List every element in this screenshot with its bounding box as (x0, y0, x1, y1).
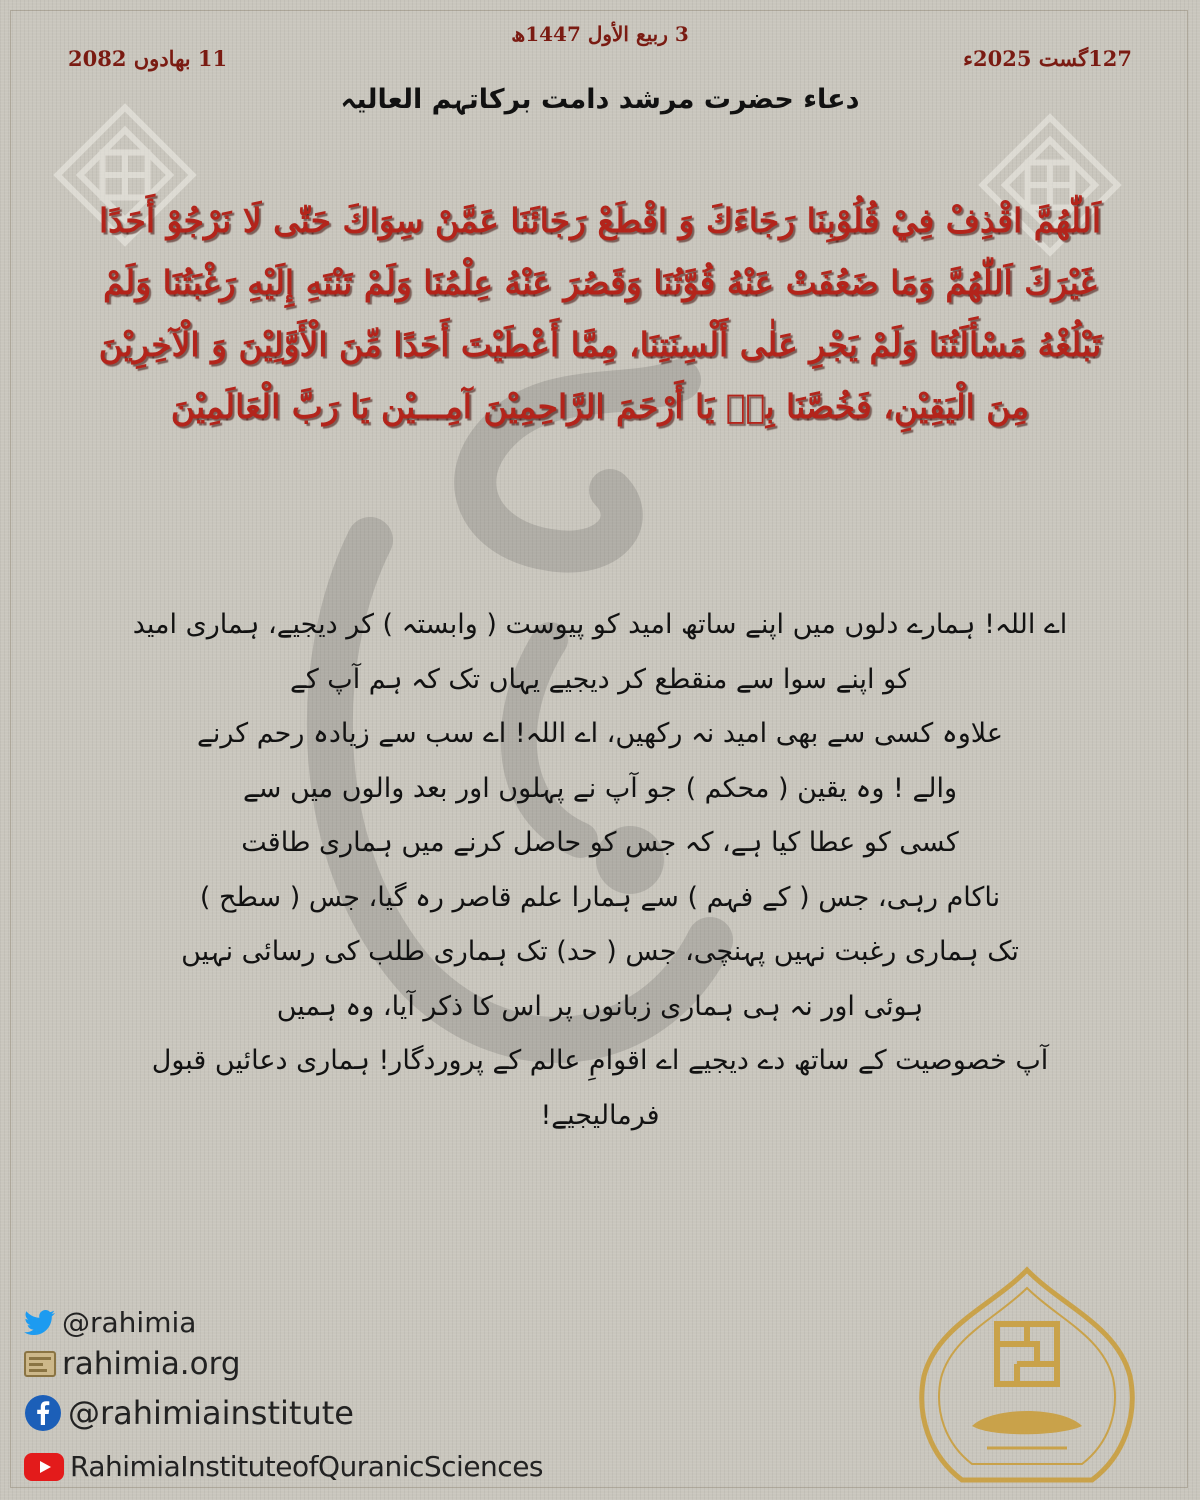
bikrami-date: 11 بھادوں 2082 (68, 46, 228, 71)
twitter-bird-icon (24, 1309, 56, 1337)
urdu-line: علاوہ کسی سے بھی امید نہ رکھیں، اے اللہ! اے سب سے زیادہ رحم کرنے (197, 718, 1003, 749)
rahimia-institute-logo (912, 1266, 1142, 1496)
website-link[interactable] (24, 1346, 241, 1382)
gregorian-date: 127گست 2025ء (963, 46, 1132, 71)
urdu-line: کسی کو عطا کیا ہے، کہ جس کو حاصل کرنے میں ہماری طاقت (241, 827, 959, 858)
urdu-line: آپ خصوصیت کے ساتھ دے دیجیے اے اقوامِ عالم کے پروردگار! ہماری دعائیں قبول (151, 1045, 1049, 1076)
youtube-link[interactable] (24, 1450, 543, 1483)
twitter-link[interactable] (24, 1306, 196, 1339)
youtube-channel: RahimiaInstituteofQuranicSciences (70, 1450, 544, 1483)
urdu-line: کو اپنے سوا سے منقطع کر دیجیے یہاں تک کہ ہم آپ کے (290, 663, 910, 695)
urdu-line: تک ہماری رغبت نہیں پہنچی، جس ( حد) تک ہماری طلب کی رسائی نہیں (181, 936, 1019, 967)
arabic-dua-text: اَللّٰهُمَّ اقْذِفْ فِيْ قُلُوْبِنَا رَجَاءَكَ وَ اقْطَعْ رَجَائَنَا عَمَّنْ سِوَاكَ حَتّٰى لَا نَرْجُوْ أَحَدًا غَيْرَكَ اَللّٰهُمَّ وَمَا ضَعُفَتْ عَنْهُ قُوَّتُنَا وَقَصُرَ عَنْهُ عِلْمُنَا وَلَمْ تَنْتَهِ إِلَيْهِ رَغْبَتُنَا وَلَمْ تَبْلُغْهُ مَسْأَلَتُنَا وَلَمْ يَجْرِ عَلٰى أَلْسِنَتِنَا، مِمَّا أَعْطَيْتَ أَحَدًا مِّنَ الْأَوَّلِيْنَ وَ الْآخِرِيْنَ مِنَ الْيَقِيْنِ، فَخُصَّنَا بِهٖ يَا أَرْحَمَ الرَّاحِمِيْنَ آمِـــيْن يَا رَبَّ الْعَالَمِيْنَ (98, 201, 1102, 426)
urdu-line: ناکام رہی، جس ( کے فہم ) سے ہمارا علم قاصر رہ گیا، جس ( سطح ) (199, 881, 1001, 913)
urdu-line: والے ! وہ یقین ( محکم ) جو آپ نے پہلوں اور بعد والوں میں سے (242, 772, 958, 804)
facebook-handle: @rahimiainstitute (68, 1394, 354, 1432)
facebook-icon (24, 1394, 62, 1432)
urdu-translation (120, 598, 1080, 1143)
twitter-handle: @rahimia (62, 1306, 197, 1339)
hijri-date: 3 ربیع الأول 1447ھ (511, 22, 689, 46)
page-title: دعاء حضرت مرشد دامت برکاتہم العالیہ (340, 84, 860, 115)
website-url: rahimia.org (62, 1346, 241, 1382)
youtube-play-icon (24, 1453, 64, 1481)
urdu-line: فرمالیجیے! (540, 1099, 660, 1131)
urdu-line: اے اللہ! ہمارے دلوں میں اپنے ساتھ امید کو پیوست ( وابستہ ) کر دیجیے، ہماری امید (132, 609, 1068, 640)
facebook-link[interactable] (24, 1394, 354, 1432)
urdu-line: ہوئی اور نہ ہی ہماری زبانوں پر اس کا ذکر آیا، وہ ہمیں (276, 990, 924, 1022)
web-icon (24, 1351, 56, 1377)
